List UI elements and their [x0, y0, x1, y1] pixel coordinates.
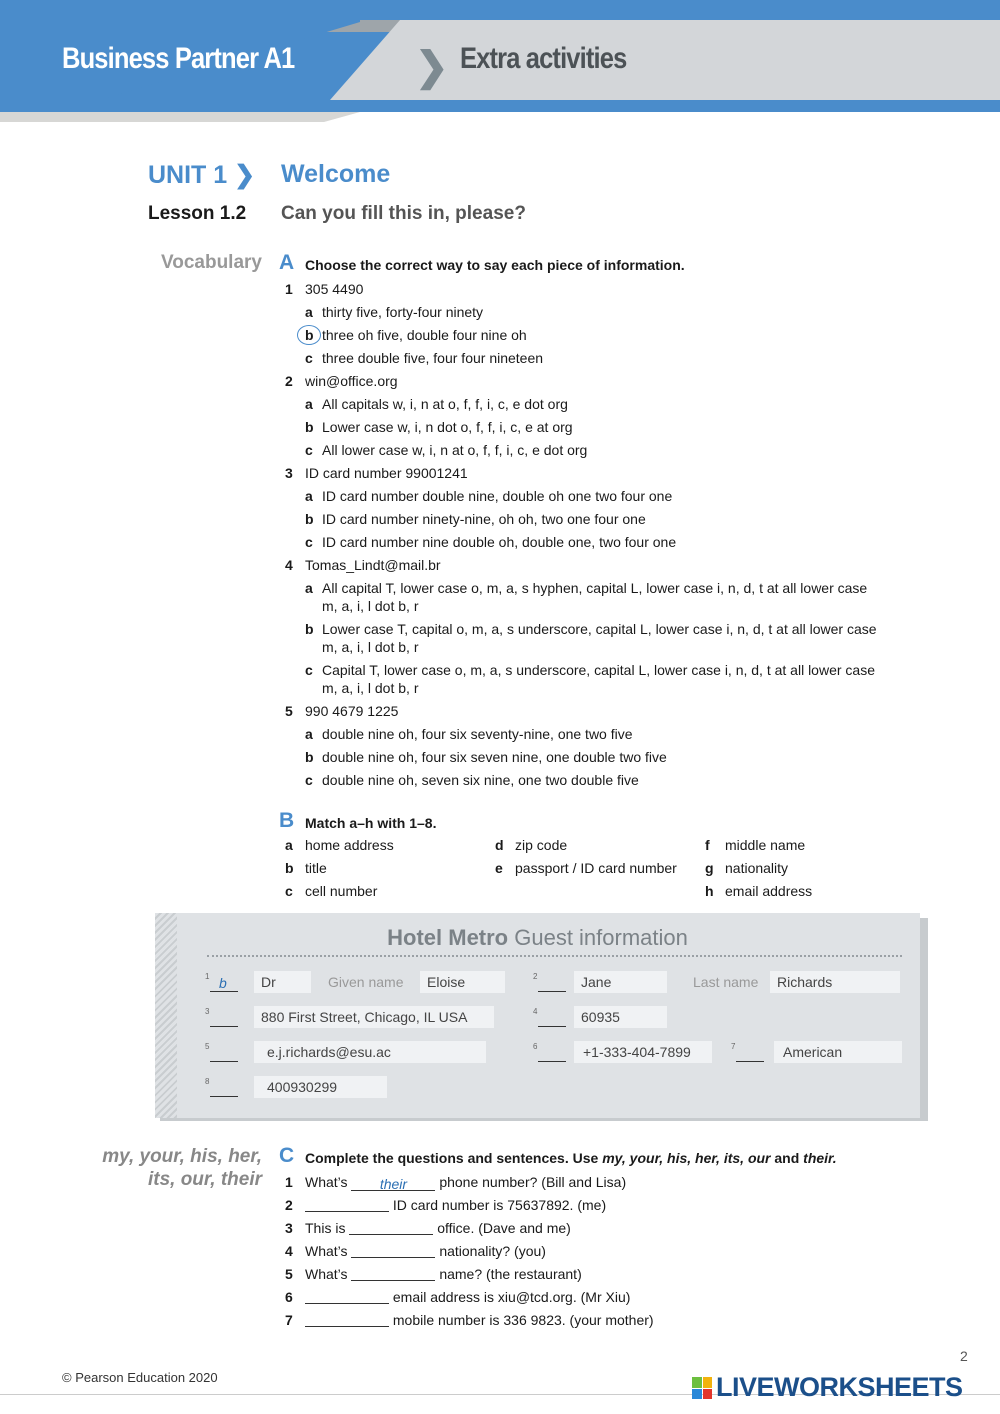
option-letter-text: a	[305, 725, 313, 742]
match-letter	[495, 882, 515, 900]
section-c-instruction	[305, 1150, 837, 1166]
option-row[interactable]	[285, 530, 885, 553]
question-number: 5	[285, 702, 293, 719]
given-name-label: Given name	[328, 974, 404, 990]
option-letter-text: c	[305, 661, 313, 678]
option-row[interactable]	[285, 438, 885, 461]
question-row	[285, 461, 885, 484]
chevron-right-icon: ❯	[415, 45, 449, 89]
option-text: ID card number double nine, double oh one two four one	[322, 487, 673, 504]
match-letter: c	[285, 883, 293, 899]
match-item	[285, 859, 495, 877]
option-text: ID card number nine double oh, double one, two four one	[322, 533, 677, 550]
option-letter[interactable]	[305, 441, 322, 459]
blank-number: 2	[533, 972, 538, 981]
option-letter[interactable]	[305, 661, 322, 697]
question-text: ID card number 99001241	[305, 464, 468, 481]
match-text: cell number	[305, 883, 378, 899]
option-text: All lower case w, i, n at o, f, f, i, c, e dot org	[322, 441, 588, 458]
instr-last: their.	[803, 1150, 837, 1166]
section-title: Extra activities	[460, 42, 627, 75]
answer-text: b	[219, 975, 227, 991]
answer-gap[interactable]	[305, 1313, 389, 1327]
match-item	[285, 882, 495, 900]
sentence-number: 7	[285, 1311, 293, 1328]
match-text: zip code	[515, 837, 568, 853]
match-letter: a	[285, 837, 293, 853]
field-cell: +1-333-404-7899	[574, 1041, 712, 1063]
match-letter: d	[495, 837, 504, 853]
match-letter: e	[495, 860, 503, 876]
section-c-letter: C	[279, 1144, 295, 1167]
match-item	[705, 836, 905, 854]
sentence-text	[305, 1265, 582, 1283]
blank-number: 5	[205, 1042, 210, 1051]
option-text: ID card number ninety-nine, oh oh, two one four one	[322, 510, 646, 527]
option-row[interactable]	[285, 415, 885, 438]
sentence-number: 2	[285, 1196, 293, 1213]
question-row	[285, 277, 885, 300]
sentence-pre: What’s	[305, 1242, 352, 1259]
option-letter-text: c	[305, 533, 313, 550]
answer-blank-7[interactable]	[731, 1042, 767, 1064]
sentence-post: nationality? (you)	[435, 1242, 546, 1259]
option-text: three double five, four four nineteen	[322, 349, 544, 366]
sentence-number: 3	[285, 1219, 293, 1236]
option-letter[interactable]	[305, 579, 322, 615]
match-text: home address	[305, 837, 394, 853]
liveworksheets-logo: LIVEWORKSHEETS	[716, 1372, 963, 1402]
match-letter: g	[705, 860, 714, 876]
option-letter-text: a	[305, 579, 313, 596]
option-row[interactable]	[285, 722, 885, 745]
match-letter: b	[285, 860, 294, 876]
match-text: middle name	[725, 837, 806, 853]
option-row[interactable]	[285, 484, 885, 507]
question-number: 4	[285, 556, 293, 573]
question-row	[285, 369, 885, 392]
option-text: three oh five, double four nine oh	[322, 326, 527, 343]
field-nationality: American	[774, 1041, 902, 1063]
blank-number: 3	[205, 1007, 210, 1016]
header-shadow	[0, 112, 360, 122]
sentence-number: 4	[285, 1242, 293, 1259]
sentence-pre: What’s	[305, 1173, 352, 1190]
field-email: e.j.richards@esu.ac	[254, 1041, 486, 1063]
grammar-label	[102, 1145, 262, 1191]
option-letter-text: b	[305, 418, 314, 435]
option-letter-text: b	[305, 748, 314, 765]
match-item	[285, 836, 495, 854]
option-row[interactable]	[285, 323, 885, 346]
sentence-number: 1	[285, 1173, 293, 1190]
field-given-name: Eloise	[420, 971, 505, 993]
sentence-text	[305, 1173, 626, 1191]
match-text: nationality	[725, 860, 789, 876]
instr-and: and	[770, 1150, 804, 1166]
question-number: 3	[285, 464, 293, 481]
option-text: Lower case w, i, n dot o, f, f, i, c, e at org	[322, 418, 573, 435]
question-number: 1	[285, 280, 293, 297]
question-text: 990 4679 1225	[305, 702, 399, 719]
option-text: Lower case T, capital o, m, a, s underscore, capital L, lower case i, n, d, t at all lower case m, a, i, l dot b, r	[322, 620, 877, 655]
unit-number: UNIT 1	[148, 161, 228, 189]
option-row[interactable]	[285, 768, 885, 791]
match-item	[495, 882, 705, 900]
unit-title: Welcome	[281, 160, 391, 188]
answer-blank-1[interactable]	[205, 972, 241, 994]
option-text: double nine oh, four six seventy-nine, one two five	[322, 725, 633, 742]
hotel-name: Hotel Metro	[387, 925, 509, 950]
question-text: 305 4490	[305, 280, 364, 297]
sentence-number: 5	[285, 1265, 293, 1282]
sentence-number: 6	[285, 1288, 293, 1305]
option-letter[interactable]	[305, 303, 322, 321]
section-a-letter: A	[279, 251, 295, 274]
answer-blank-3[interactable]	[205, 1007, 241, 1029]
sentence-pre: What’s	[305, 1265, 352, 1282]
option-letter-text: c	[305, 771, 313, 788]
option-letter-text: a	[305, 487, 313, 504]
answer-gap[interactable]	[349, 1221, 433, 1235]
option-letter[interactable]	[305, 418, 322, 436]
lesson-title: Can you fill this in, please?	[281, 203, 526, 224]
sentence-post: email address is xiu@tcd.org. (Mr Xiu)	[389, 1288, 631, 1305]
match-text: email address	[725, 883, 813, 899]
field-id: 400930299	[254, 1076, 387, 1098]
section-b-instruction: Match a–h with 1–8.	[305, 815, 437, 831]
option-letter-text: b	[305, 620, 314, 637]
field-title: Dr	[254, 971, 311, 993]
option-text: double nine oh, seven six nine, one two double five	[322, 771, 639, 788]
question-row	[285, 699, 885, 722]
question-text: win@office.org	[305, 372, 398, 389]
answer-blank-6[interactable]	[533, 1042, 569, 1064]
answer-blank-4[interactable]	[533, 1007, 569, 1029]
last-name-label: Last name	[693, 974, 759, 990]
question-number: 2	[285, 372, 293, 389]
sentence-text	[305, 1196, 606, 1214]
instr-text: Complete the questions and sentences. Use	[305, 1150, 603, 1166]
option-letter-text: b	[305, 510, 314, 527]
answer-blank-5[interactable]	[205, 1042, 241, 1064]
section-a-instruction: Choose the correct way to say each piece of information.	[305, 257, 685, 273]
option-row[interactable]	[285, 392, 885, 415]
sentence-post: mobile number is 336 9823. (your mother)	[389, 1311, 654, 1328]
option-row[interactable]	[285, 658, 885, 699]
page-number: 2	[960, 1348, 968, 1364]
copyright: © Pearson Education 2020	[62, 1370, 218, 1385]
grammar-label-line1: my, your, his, her,	[102, 1146, 262, 1167]
chevron-right-icon: ❯	[234, 161, 256, 189]
option-text: All capitals w, i, n at o, f, f, i, c, e dot org	[322, 395, 568, 412]
answer-gap[interactable]	[351, 1244, 435, 1258]
option-letter-text: a	[305, 303, 313, 320]
field-address: 880 First Street, Chicago, IL USA	[254, 1006, 494, 1028]
option-letter-text: a	[305, 395, 313, 412]
sentence-post: ID card number is 75637892. (me)	[389, 1196, 607, 1213]
sentence-post: name? (the restaurant)	[435, 1265, 582, 1282]
sentence-text	[305, 1219, 571, 1237]
option-row[interactable]	[285, 576, 885, 617]
hotel-form-title	[155, 925, 920, 951]
field-zip: 60935	[574, 1006, 667, 1028]
option-text: double nine oh, four six seven nine, one double two five	[322, 748, 667, 765]
match-item	[705, 859, 905, 877]
sentence-pre: This is	[305, 1219, 350, 1236]
sentence-text	[305, 1311, 654, 1329]
lesson-label: Lesson 1.2	[148, 203, 247, 224]
section-b-letter: B	[279, 809, 295, 832]
answer-gap[interactable]	[305, 1198, 389, 1212]
option-letter[interactable]	[305, 349, 322, 367]
option-row[interactable]	[285, 507, 885, 530]
form-name: Guest information	[508, 925, 688, 950]
blank-number: 4	[533, 1007, 538, 1016]
option-letter-text: b	[305, 326, 314, 343]
answer-blank-2[interactable]	[533, 972, 569, 994]
match-text: passport / ID card number	[515, 860, 677, 876]
sentence-text	[305, 1288, 630, 1306]
sentence-post: office. (Dave and me)	[433, 1219, 571, 1236]
option-letter[interactable]	[305, 395, 322, 413]
option-row[interactable]	[285, 745, 885, 768]
option-letter[interactable]	[305, 326, 322, 344]
field-middle-name: Jane	[574, 971, 667, 993]
field-last-name: Richards	[770, 971, 900, 993]
option-letter[interactable]	[305, 771, 322, 789]
match-letter: f	[705, 837, 710, 853]
section-c-items	[285, 1170, 885, 1331]
selected-circle-icon	[297, 325, 321, 345]
brand-title: Business Partner A1	[62, 42, 295, 75]
sentence-post: phone number? (Bill and Lisa)	[435, 1173, 627, 1190]
option-text: thirty five, forty-four ninety	[322, 303, 484, 320]
option-letter[interactable]	[305, 510, 322, 528]
match-item	[495, 859, 705, 877]
match-item	[495, 836, 705, 854]
sentence-row	[285, 1285, 885, 1308]
liveworksheets-logo-icon	[692, 1377, 712, 1399]
grammar-label-line2: its, our, their	[147, 1169, 262, 1190]
question-text: Tomas_Lindt@mail.br	[305, 556, 441, 573]
sentence-row	[285, 1193, 885, 1216]
vocabulary-label: Vocabulary	[160, 252, 262, 273]
option-row[interactable]	[285, 617, 885, 658]
option-row[interactable]	[285, 300, 885, 323]
option-letter-text: c	[305, 349, 313, 366]
option-row[interactable]	[285, 346, 885, 369]
answer-gap[interactable]: their	[351, 1177, 435, 1191]
match-letter: h	[705, 883, 714, 899]
option-letter-text: c	[305, 441, 313, 458]
blank-number: 8	[205, 1077, 210, 1086]
option-letter[interactable]	[305, 748, 322, 766]
option-letter[interactable]	[305, 620, 322, 656]
blank-number: 6	[533, 1042, 538, 1051]
sentence-row	[285, 1170, 885, 1193]
match-item	[705, 882, 905, 900]
unit-label	[148, 160, 255, 190]
answer-gap[interactable]	[305, 1290, 389, 1304]
match-text: title	[305, 860, 327, 876]
sentence-text	[305, 1242, 546, 1260]
sentence-row	[285, 1216, 885, 1239]
section-a-questions	[285, 277, 885, 791]
dotted-divider	[207, 955, 902, 957]
instr-words: my, your, his, her, its, our	[602, 1150, 771, 1166]
blank-number: 1	[205, 972, 210, 981]
option-letter[interactable]	[305, 533, 322, 551]
option-letter[interactable]	[305, 725, 322, 743]
option-text: Capital T, lower case o, m, a, s underscore, capital L, lower case i, n, d, t at all lower case m, a, i, l dot b, r	[322, 661, 875, 696]
match-options	[285, 836, 905, 900]
blank-number: 7	[731, 1042, 736, 1051]
question-row	[285, 553, 885, 576]
sentence-row	[285, 1308, 885, 1331]
sentence-row	[285, 1239, 885, 1262]
answer-gap[interactable]	[351, 1267, 435, 1281]
answer-blank-8[interactable]	[205, 1077, 241, 1099]
option-text: All capital T, lower case o, m, a, s hyphen, capital L, lower case i, n, d, t at all lower case m, a, i, l dot b, r	[322, 579, 868, 614]
sentence-row	[285, 1262, 885, 1285]
option-letter[interactable]	[305, 487, 322, 505]
